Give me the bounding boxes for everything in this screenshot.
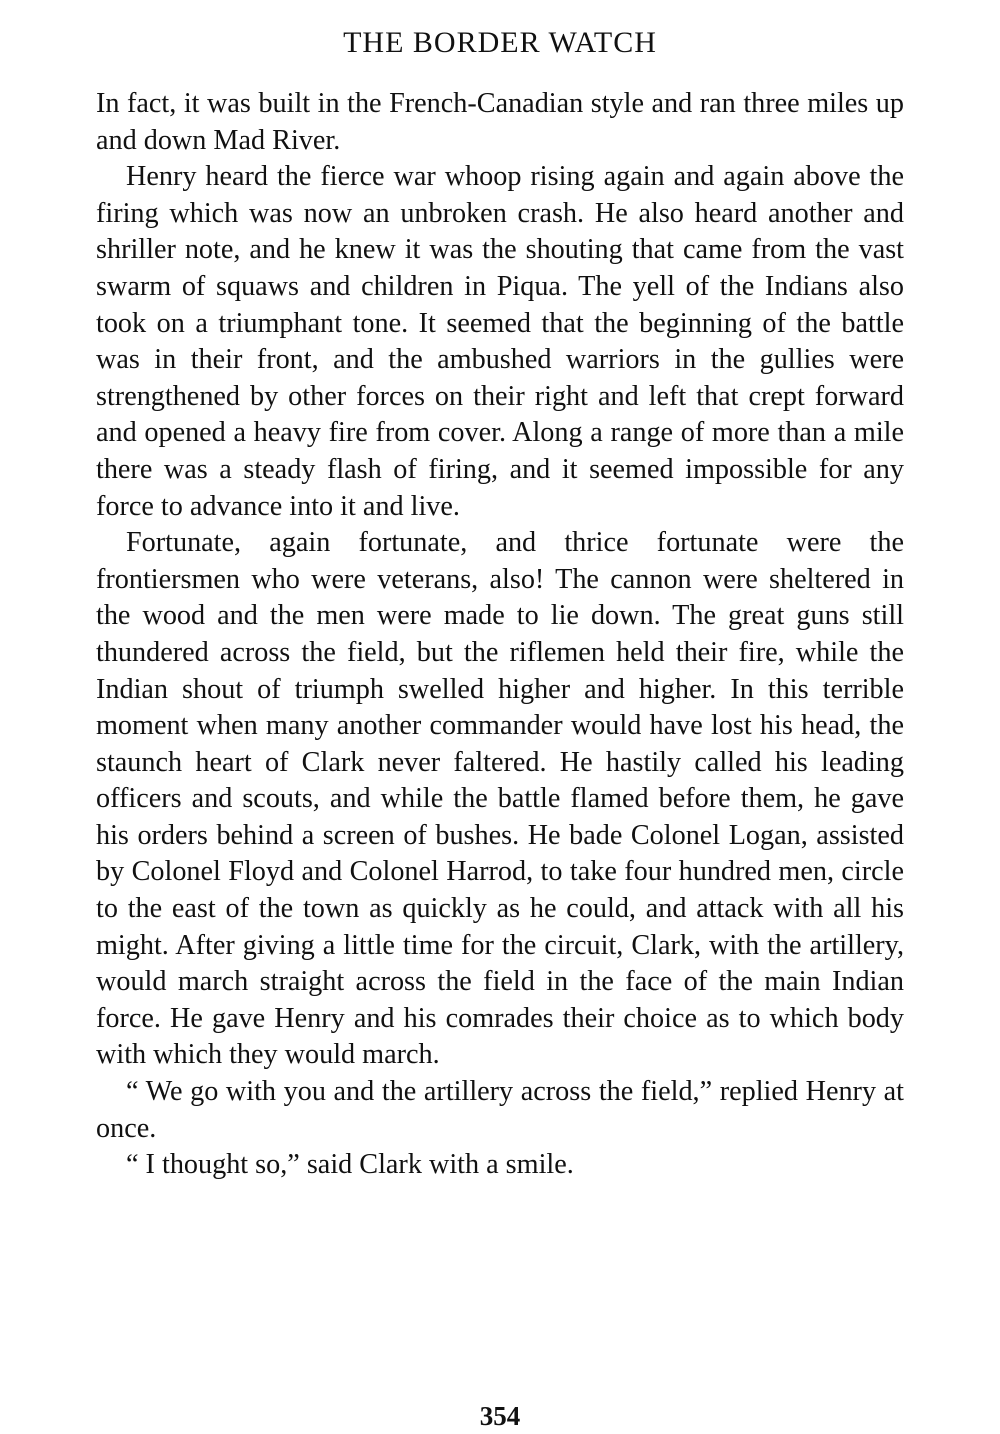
paragraph-3: Fortunate, again fortunate, and thrice fortunate were the frontiersmen who were veterans, also! The cannon were sheltered in the wood and the men were made to lie down. The great guns still thundered across the field, but the riflemen held their fire, while the Indian shout of triumph swelled higher and higher. In this terrible moment when many another commander would have lost his head, the staunch heart of Clark never faltered. He hastily called his leading officers and scouts, and while the battle flamed before them, he gave his orders behind a screen of bushes. He bade Colonel Logan, assisted by Colonel Floyd and Colonel Harrod, to take four hundred men, circle to the east of the town as quickly as he could, and attack with all his might. After giving a little time for the circuit, Clark, with the artillery, would march straight across the field in the face of the main Indian force. He gave Henry and his comrades their choice as to which body with which they would march. [96,527,904,1071]
paragraph-2: Henry heard the fierce war whoop rising again and again above the firing which was now an unbroken crash. He also heard another and shriller note, and he knew it was the shouting that came from the vast swarm of squaws and children in Piqua. The yell of the Indians also took on a triumphant tone. It seemed that the beginning of the battle was in their front, and the ambushed warriors in the gullies were strengthened by other forces on their right and left that crept forward and opened a heavy fire from cover. Along a range of more than a mile there was a steady flash of firing, and it seemed impossible for any force to advance into it and live. [96,161,904,522]
body-text [96,86,904,1184]
page-number: 354 [479,1401,521,1431]
book-page [96,22,904,1431]
running-head: THE BORDER WATCH [343,26,657,59]
paragraph-4: “ We go with you and the artillery across the field,” replied Henry at once. [96,1076,904,1144]
paragraph-5: “ I thought so,” said Clark with a smile. [126,1149,574,1181]
paragraph-1: In fact, it was built in the French-Canadian style and ran three miles up and down Mad River. [96,88,904,156]
